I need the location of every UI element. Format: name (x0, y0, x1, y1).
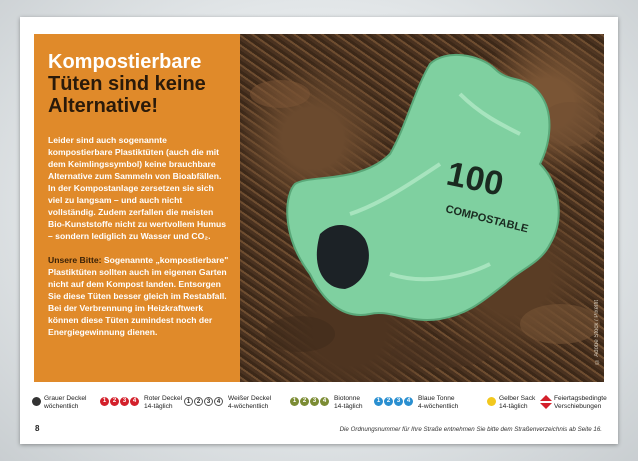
legend-yellow-line1: Gelber Sack (499, 395, 536, 402)
red-number-2: 2 (110, 397, 119, 406)
blue-number-3: 3 (394, 397, 403, 406)
bio-number-2: 2 (300, 397, 309, 406)
red-number-1: 1 (100, 397, 109, 406)
legend-grey-line1: Grauer Deckel (44, 395, 87, 402)
headline-line-3: Alternative! (48, 95, 159, 117)
legend-holiday-shift (540, 393, 612, 419)
bag-text-100: 100 (443, 154, 507, 204)
legend-holiday-line2: Verschiebungen (554, 402, 602, 410)
bio-number-4: 4 (320, 397, 329, 406)
red-number-3: 3 (120, 397, 129, 406)
legend-holiday-line1: Feiertagsbedingte (554, 395, 607, 402)
blue-number-1: 1 (374, 397, 383, 406)
headline (48, 51, 230, 117)
grey-dot-icon (32, 397, 41, 406)
legend-yellow-line2: 14-täglich (499, 402, 528, 410)
legend-grey-lid (32, 393, 102, 419)
holiday-shift-icon (540, 395, 552, 409)
page-number: 8 (35, 424, 40, 433)
paragraph-2-text: Sogenannte „kompostierbare" Plastiktüten sollten auch im eigenen Garten nicht auf dem Kompost landen. Entsorgen Sie diese Tüten besser gleich im Restabfall. Bei der Verbrennung im Heizkraftwerk können diese Tüten zumindest noch der Energiegewinnung dienen. (48, 255, 229, 337)
street-directory-footnote: Die Ordnungsnummer für Ihre Straße entnehmen Sie bitte dem Straßenverzeichnis ab Seite 16. (339, 426, 602, 433)
compost-bag-illustration (240, 34, 604, 382)
legend-blue-line1: Blaue Tonne (418, 395, 455, 402)
white-number-3: 3 (204, 397, 213, 406)
headline-line-2: Tüten sind keine (48, 73, 206, 95)
paragraph-2-lead: Unsere Bitte: (48, 255, 102, 265)
legend-red-line1: Roter Deckel (144, 395, 183, 402)
bio-number-3: 3 (310, 397, 319, 406)
legend-bio-line2: 14-täglich (334, 402, 363, 410)
paragraph-1: Leider sind auch sogenannte kompostierbare Plastiktüten (auch die mit dem Keimlingssymbol) keine brauchbare Alternative zum Sammeln von Bioabfällen. In der Kompostanlage zersetzen sie sich viel zu langsam – und auch nicht vollständig. Zudem zerfallen die meisten Bio-Kunststoffe nicht zu wertvollem Humus – sondern lediglich zu Wasser und CO₂. (48, 135, 227, 241)
legend-white-line1: Weißer Deckel (228, 395, 272, 402)
red-number-4: 4 (130, 397, 139, 406)
legend-bio-line1: Biotonne (334, 395, 361, 402)
blue-number-2: 2 (384, 397, 393, 406)
compost-bag-photo (240, 34, 604, 382)
legend-biotonne (290, 393, 380, 419)
legend-white-lid (184, 393, 289, 419)
yellow-dot-icon (487, 397, 496, 406)
legend-blue-bin (374, 393, 474, 419)
legend-yellow-sack (487, 393, 547, 419)
article-body (48, 134, 230, 338)
text-panel (34, 34, 240, 382)
blue-number-4: 4 (404, 397, 413, 406)
bio-number-1: 1 (290, 397, 299, 406)
legend-blue-line2: 4-wöchentlich (418, 402, 459, 410)
collection-legend (32, 393, 612, 419)
bag-text-compostable: COMPOSTABLE (444, 203, 530, 236)
legend-red-line2: 14-täglich (144, 402, 173, 410)
paragraph-2 (48, 254, 230, 338)
white-number-2: 2 (194, 397, 203, 406)
white-number-4: 4 (214, 397, 223, 406)
headline-line-1: Kompostierbare (48, 51, 202, 73)
white-number-1: 1 (184, 397, 193, 406)
brochure-page (20, 17, 618, 444)
photo-credit: © Adobe Stock / Pixelfit (594, 299, 600, 364)
legend-grey-line2: wöchentlich (44, 402, 79, 410)
legend-white-line2: 4-wöchentlich (228, 402, 269, 410)
